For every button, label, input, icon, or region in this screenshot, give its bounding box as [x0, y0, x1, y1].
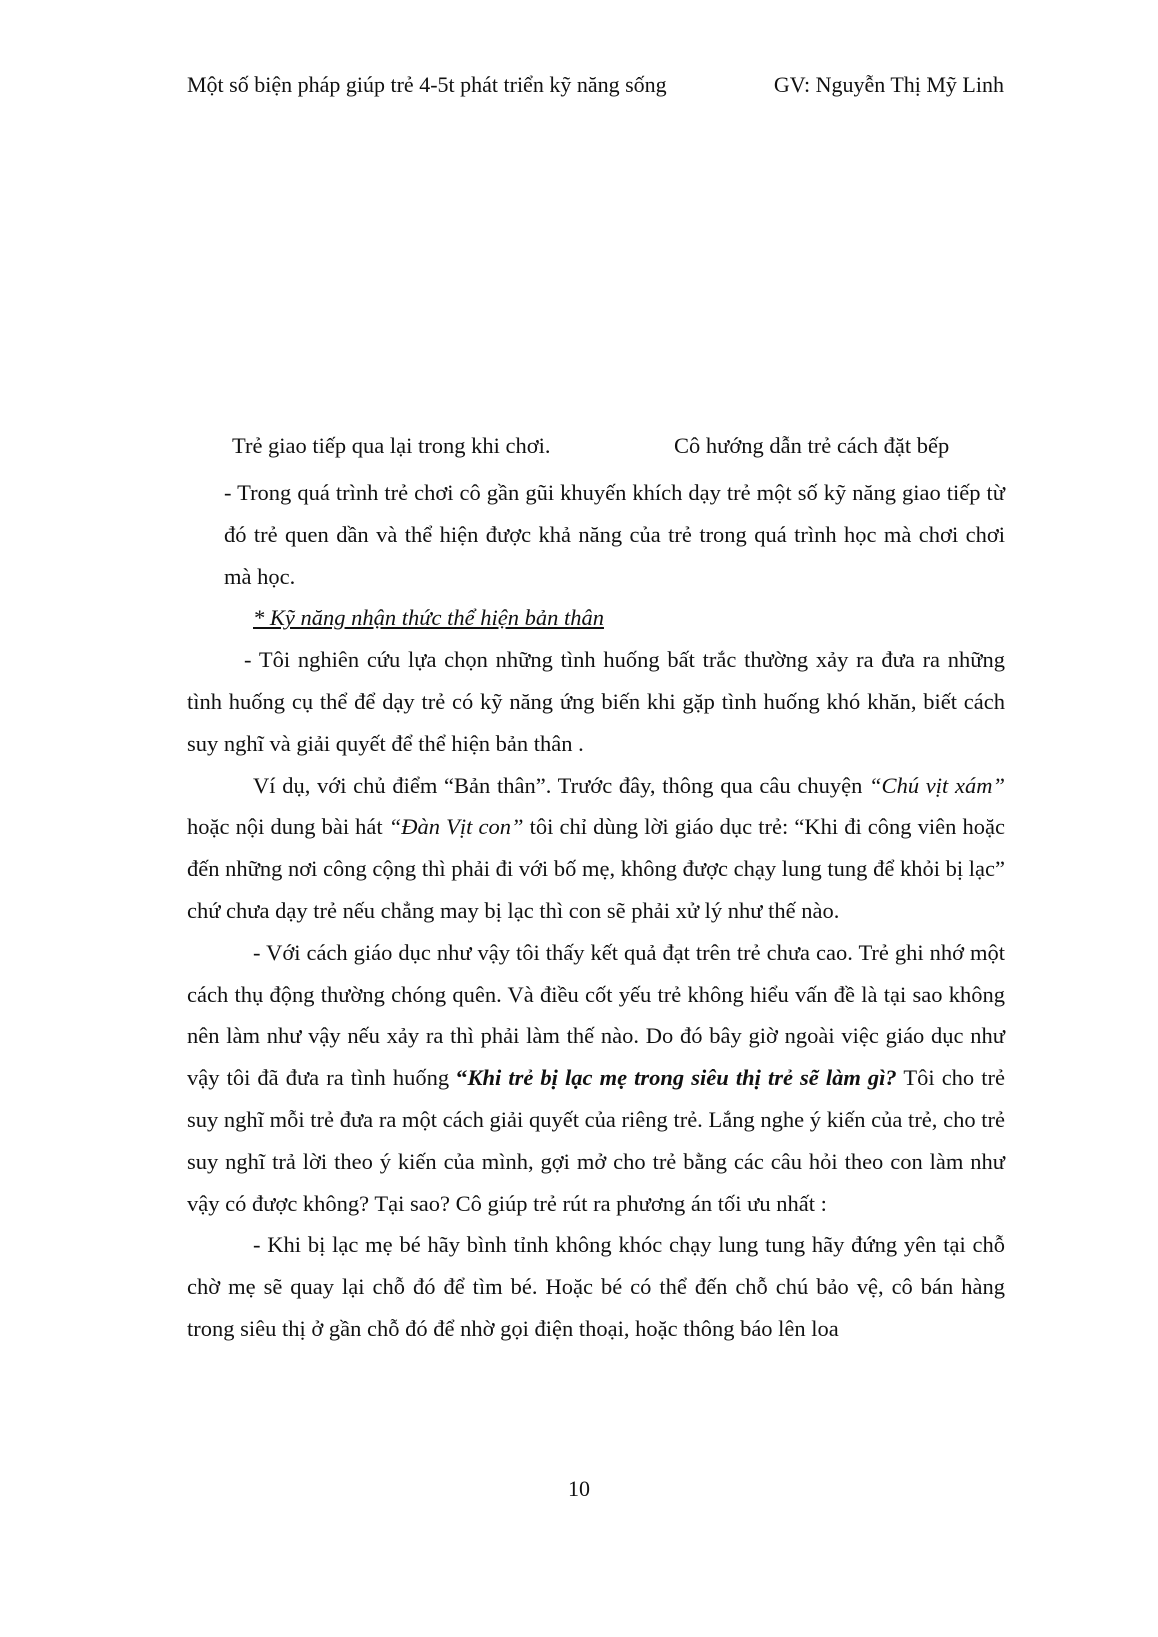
page-number: 10 [568, 1476, 590, 1501]
image-captions [0, 433, 1158, 463]
method-text-2: Tôi cho trẻ suy nghĩ mỗi trẻ đưa ra một cách giải quyết của riêng trẻ. Lắng nghe ý kiến của trẻ, cho trẻ suy nghĩ trả lời theo ý kiến của mình, gợi mở cho trẻ bằng các câu hỏi theo con làm như vậy có được không? Tại sao? Cô giúp trẻ rút ra phương án tối ưu nhất : [187, 1065, 1005, 1216]
situation-quote-open: “ [456, 1065, 468, 1091]
example-text-2: hoặc nội dung bài hát [187, 814, 389, 840]
paragraph-play-communication: - Trong quá trình trẻ chơi cô gần gũi khuyến khích dạy trẻ một số kỹ năng giao tiếp từ đó trẻ quen dần và thể hiện được khả năng của trẻ trong quá trình học mà chơi chơi mà học. [224, 480, 1005, 589]
header-title: Một số biện pháp giúp trẻ 4-5t phát triển kỹ năng sống [187, 72, 667, 97]
caption-right: Cô hướng dẫn trẻ cách đặt bếp [674, 433, 950, 458]
example-text-3: tôi chỉ dùng lời giáo dục trẻ: “Khi đi công viên hoặc đến những nơi công cộng thì phải đi với bố mẹ, không được chạy lung tung để khỏi bị lạc” chứ chưa dạy trẻ nếu chẳng may bị lạc thì con sẽ phải xử lý như thế nào. [187, 814, 1005, 923]
method-text-1: - Với cách giáo dục như vậy tôi thấy kết quả đạt trên trẻ chưa cao. Trẻ ghi nhớ một cách thụ động thường chóng quên. Và điều cốt yếu trẻ không hiểu vấn đề là tại sao không nên làm như vậy nếu xảy ra thì phải làm thế nào. Do đó bây giờ ngoài việc giáo dục như vậy tôi đã đưa ra tình huống [187, 939, 1005, 1091]
paragraph-research-situations: - Tôi nghiên cứu lựa chọn những tình huống bất trắc thường xảy ra đưa ra những tình huống cụ thể để dạy trẻ có kỹ năng ứng biến khi gặp tình huống khó khăn, biết cách suy nghĩ và giải quyết để thể hiện bản thân . [187, 647, 1005, 756]
paragraph-lost-child-solution: - Khi bị lạc mẹ bé hãy bình tỉnh không khóc chạy lung tung hãy đứng yên tại chỗ chờ mẹ sẽ quay lại chỗ đó để tìm bé. Hoặc bé có thể đến chỗ chú bảo vệ, cô bán hàng trong siêu thị ở gần chỗ đó để nhờ gọi điện thoại, hoặc thông báo lên loa [187, 1232, 1005, 1341]
section-heading-text: * Kỹ năng nhận thức thể hiện bản thân [253, 605, 604, 631]
example-text-1: Ví dụ, với chủ điểm “Bản thân”. Trước đây, thông qua câu chuyện [253, 772, 870, 798]
section-heading [187, 597, 1005, 639]
song-title: “Đàn Vịt con” [388, 814, 524, 840]
caption-left: Trẻ giao tiếp qua lại trong khi chơi. [232, 433, 551, 458]
situation-question: Khi trẻ bị lạc mẹ trong siêu thị trẻ sẽ làm gì? [467, 1065, 897, 1091]
body-text [187, 472, 1005, 1350]
story-title: “Chú vịt xám” [869, 772, 1005, 798]
paragraph-example [187, 765, 1005, 932]
header-teacher: GV: Nguyễn Thị Mỹ Linh [773, 72, 1004, 97]
paragraph-method-result [187, 932, 1005, 1225]
